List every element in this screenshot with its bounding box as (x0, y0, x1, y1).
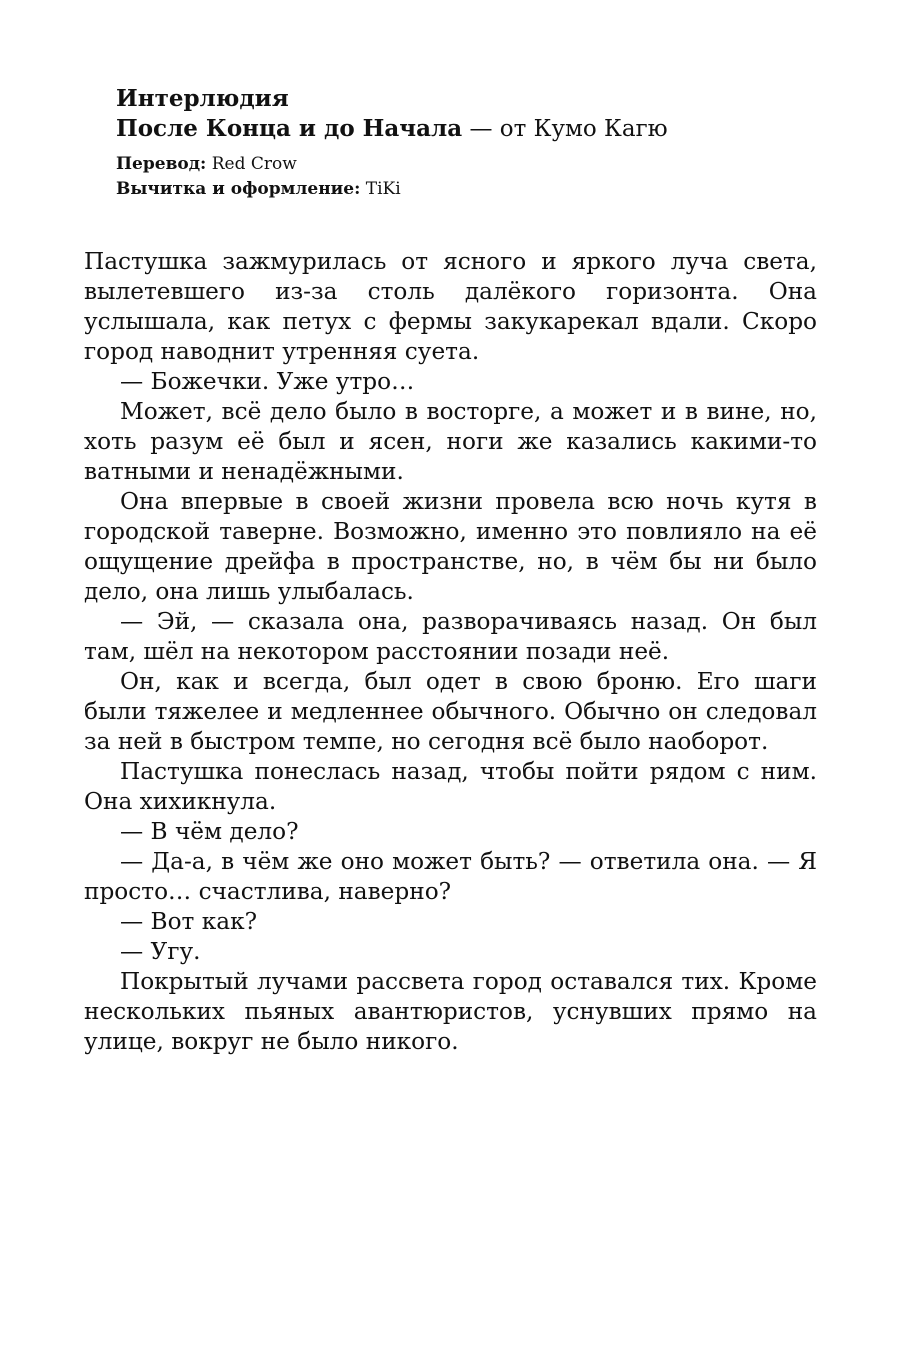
credit-value: Red Crow (206, 154, 297, 174)
story-text (84, 247, 817, 1057)
dialogue-line: — Угу. (120, 938, 201, 965)
dialogue-line: — Да-а, в чём же оно может быть? — ответила она. — Я просто… счастлива, наверно? (84, 848, 817, 905)
paragraph: Пастушка зажмурилась от ясного и яркого луча света, вылетевшего из-за столь далёкого горизонта. Она услышала, как петух с фермы закукарекал вдали. Скоро город наводнит утренняя суета. (84, 248, 817, 365)
dialogue-line: — Вот как? (120, 908, 257, 935)
chapter-title: Интерлюдия (116, 85, 289, 112)
paragraph: Покрытый лучами рассвета город оставался тих. Кроме нескольких пьяных авантюристов, уснувших прямо на улице, вокруг не было никого. (84, 968, 817, 1055)
chapter-subtitle (116, 114, 816, 144)
credit-editing (116, 177, 816, 202)
credit-label: Перевод: (116, 154, 207, 174)
chapter-subtitle-author: — от Кумо Кагю (462, 116, 668, 142)
chapter-subtitle-name: После Конца и до Начала (116, 115, 463, 142)
dialogue-line: — В чём дело? (120, 818, 299, 845)
chapter-header (116, 84, 816, 202)
dialogue-line: — Эй, — сказала она, разворачиваясь назад. Он был там, шёл на некотором расстоянии позади неё. (84, 608, 817, 665)
paragraph: Пастушка понеслась назад, чтобы пойти рядом с ним. Она хихикнула. (84, 758, 817, 815)
paragraph: Он, как и всегда, был одет в свою броню. Его шаги были тяжелее и медленнее обычного. Обычно он следовал за ней в быстром темпе, но сегодня всё было наоборот. (84, 668, 817, 755)
credit-label: Вычитка и оформление: (116, 179, 361, 199)
credits (116, 152, 816, 202)
dialogue-line: — Божечки. Уже утро… (120, 368, 415, 395)
credit-translation (116, 152, 816, 177)
credit-value: TiKi (360, 179, 401, 199)
paragraph: Она впервые в своей жизни провела всю ночь кутя в городской таверне. Возможно, именно это повлияло на её ощущение дрейфа в пространстве, но, в чём бы ни было дело, она лишь улыбалась. (84, 488, 817, 605)
paragraph: Может, всё дело было в восторге, а может и в вине, но, хоть разум её был и ясен, ноги же казались какими-то ватными и ненадёжными. (84, 398, 817, 485)
